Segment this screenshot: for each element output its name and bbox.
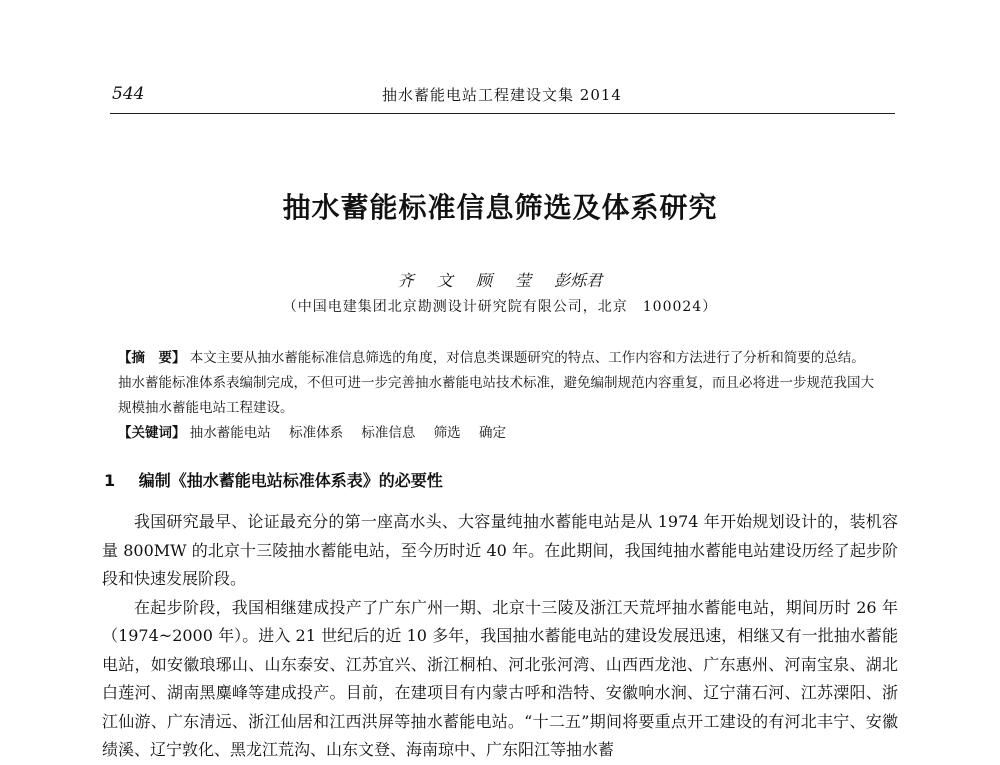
keywords-label: 【关键词】 — [118, 425, 186, 441]
article-title: 抽水蓄能标准信息筛选及体系研究 — [282, 191, 718, 224]
header-rule — [110, 113, 895, 114]
abstract-text: 本文主要从抽水蓄能标准信息筛选的角度，对信息类课题研究的特点、工作内容和方法进行了分析和简要的总结。抽水蓄能标准体系表编制完成，不但可进一步完善抽水蓄能电站技术标准，避免编制规范内容重复，而且必将进一步规范我国大规模抽水蓄能电站工程建设。 — [118, 350, 874, 416]
keyword: 标准体系 — [289, 425, 344, 441]
paragraph: 在起步阶段，我国相继建成投产了广东广州一期、北京十三陵及浙江天荒坪抽水蓄能电站，期间历时 26 年（1974~2000 年）。进入 21 世纪后的近 10 多年，我国抽水蓄能电站的建设发展迅速，相继又有一批抽水蓄能电站，如安徽琅琊山、山东泰安、江苏宜兴、浙江桐柏、河北张河湾、山西西龙池、广东惠州、河南宝泉、湖北白莲河、湖南黑麋峰等建成投产。目前，在建项目有内蒙古呼和浩特、安徽响水涧、辽宁蒲石河、江苏溧阳、浙江仙游、广东清远、浙江仙居和江西洪屏等抽水蓄能电站。“十二五”期间将要重点开工建设的有河北丰宁、安徽绩溪、辽宁敦化、黑龙江荒沟、山东文登、海南琼中、广东阳江等抽水蓄 — [102, 597, 898, 759]
author-name: 齐 文 — [397, 271, 453, 290]
affiliation: （中国电建集团北京勘测设计研究院有限公司，北京 100024） — [282, 299, 718, 315]
section-number: 1 — [104, 471, 116, 490]
abstract — [118, 346, 878, 421]
author-name: 顾 莹 — [475, 271, 532, 290]
author-name: 彭烁君 — [554, 271, 603, 290]
page-number: 544 — [112, 84, 145, 104]
abstract-label: 【摘 要】 — [118, 350, 186, 366]
keyword: 确定 — [478, 425, 506, 441]
keyword: 筛选 — [433, 425, 461, 441]
keyword: 抽水蓄能电站 — [189, 425, 271, 441]
section-title: 编制《抽水蓄能电站标准体系表》的必要性 — [138, 471, 443, 490]
author-list — [0, 268, 1000, 291]
paragraph: 我国研究最早、论证最充分的第一座高水头、大容量纯抽水蓄能电站是从 1974 年开始规划设计的，装机容量 800MW 的北京十三陵抽水蓄能电站，至今历时近 40 年。在此期间，我国纯抽水蓄能电站建设历经了起步阶段和快速发展阶段。 — [102, 512, 898, 588]
keyword: 标准信息 — [361, 425, 416, 441]
abstract-block — [118, 346, 878, 446]
body-text — [102, 508, 898, 765]
running-head: 抽水蓄能电站工程建设文集 2014 — [382, 86, 622, 104]
keywords — [118, 421, 878, 446]
section-heading — [104, 468, 443, 491]
